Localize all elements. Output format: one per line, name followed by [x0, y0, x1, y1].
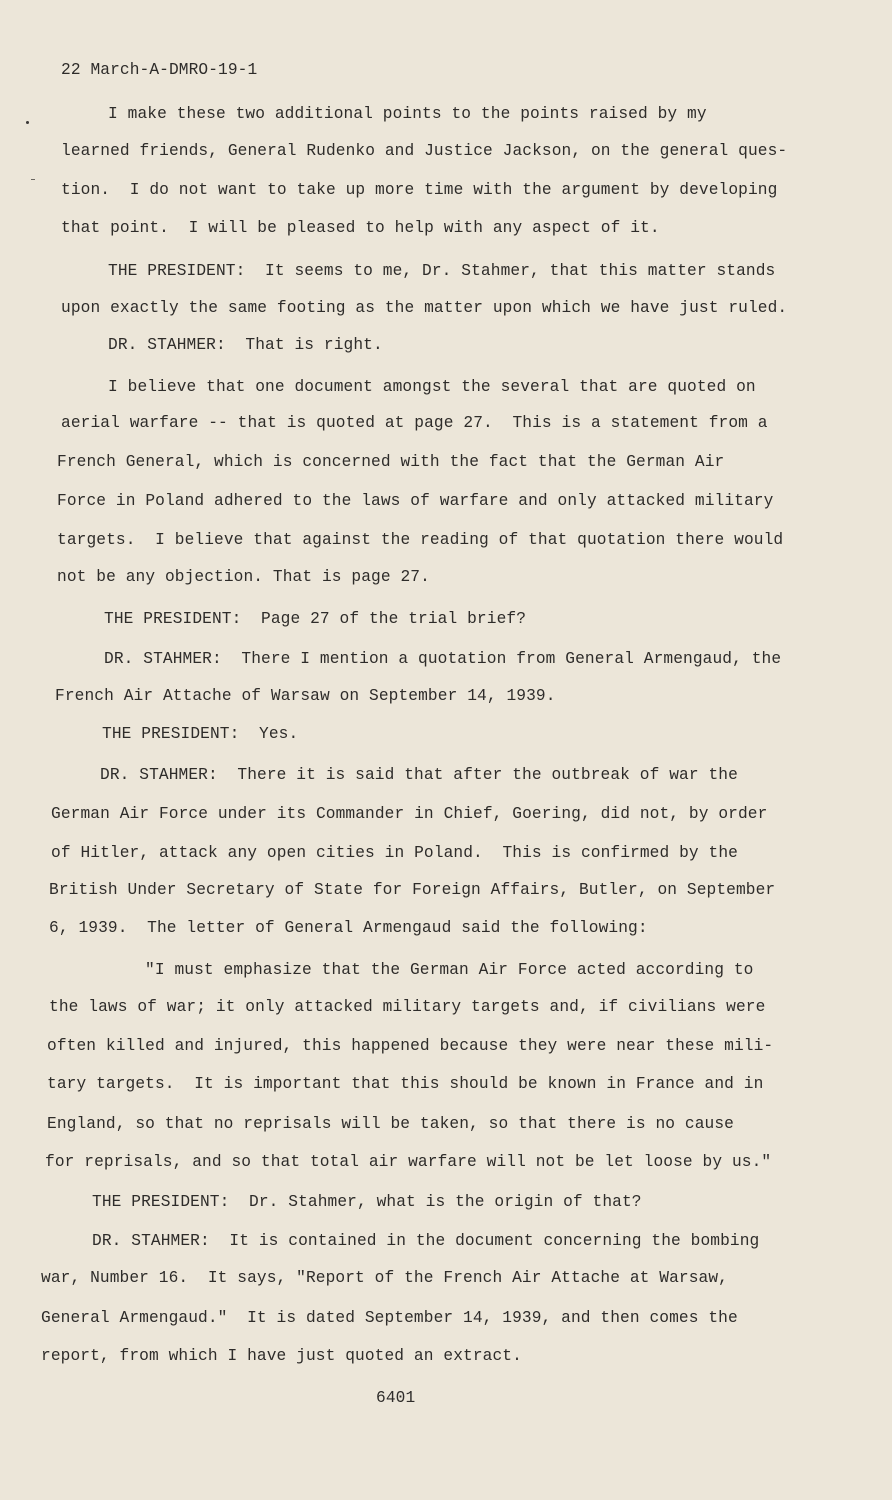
- text-line: upon exactly the same footing as the matter upon which we have just ruled.: [61, 299, 788, 317]
- speaker-line: DR. STAHMER: There I mention a quotation from General Armengaud, the: [104, 650, 782, 668]
- text-line: of Hitler, attack any open cities in Poland. This is confirmed by the: [51, 844, 738, 862]
- text-line: French General, which is concerned with the fact that the German Air: [57, 453, 725, 471]
- quotation-line: England, so that no reprisals will be taken, so that there is no cause: [47, 1115, 734, 1133]
- text-line: Force in Poland adhered to the laws of warfare and only attacked military: [57, 492, 774, 510]
- margin-mark: [26, 121, 29, 124]
- quotation-line: the laws of war; it only attacked military targets and, if civilians were: [49, 998, 766, 1016]
- speaker-line: THE PRESIDENT: Page 27 of the trial brief?: [104, 610, 527, 628]
- text-line: targets. I believe that against the reading of that quotation there would: [57, 531, 784, 549]
- text-line: 6, 1939. The letter of General Armengaud said the following:: [49, 919, 648, 937]
- text-line: report, from which I have just quoted an extract.: [41, 1347, 522, 1365]
- speaker-line: THE PRESIDENT: Yes.: [102, 725, 299, 743]
- quotation-line: often killed and injured, this happened because they were near these mili-: [47, 1037, 774, 1055]
- quotation-line: tary targets. It is important that this should be known in France and in: [47, 1075, 764, 1093]
- text-line: war, Number 16. It says, "Report of the French Air Attache at Warsaw,: [41, 1269, 728, 1287]
- speaker-line: DR. STAHMER: That is right.: [108, 336, 383, 354]
- text-line: General Armengaud." It is dated September 14, 1939, and then comes the: [41, 1309, 738, 1327]
- text-line: German Air Force under its Commander in Chief, Goering, did not, by order: [51, 805, 768, 823]
- text-line: that point. I will be pleased to help with any aspect of it.: [61, 219, 660, 237]
- speaker-line: DR. STAHMER: There it is said that after the outbreak of war the: [100, 766, 738, 784]
- text-line: British Under Secretary of State for Foreign Affairs, Butler, on September: [49, 881, 776, 899]
- speaker-line: THE PRESIDENT: It seems to me, Dr. Stahmer, that this matter stands: [108, 262, 776, 280]
- text-line: I make these two additional points to the points raised by my: [108, 105, 707, 123]
- text-line: learned friends, General Rudenko and Justice Jackson, on the general ques-: [61, 142, 788, 160]
- margin-mark: [31, 179, 35, 180]
- text-line: French Air Attache of Warsaw on September 14, 1939.: [55, 687, 556, 705]
- text-line: I believe that one document amongst the several that are quoted on: [108, 378, 756, 396]
- quotation-line: "I must emphasize that the German Air Force acted according to: [145, 961, 754, 979]
- text-line: not be any objection. That is page 27.: [57, 568, 430, 586]
- quotation-line: for reprisals, and so that total air warfare will not be let loose by us.": [45, 1153, 772, 1171]
- speaker-line: DR. STAHMER: It is contained in the document concerning the bombing: [92, 1232, 760, 1250]
- text-line: tion. I do not want to take up more time with the argument by developing: [61, 181, 778, 199]
- speaker-line: THE PRESIDENT: Dr. Stahmer, what is the origin of that?: [92, 1193, 642, 1211]
- document-reference: 22 March-A-DMRO-19-1: [61, 61, 258, 79]
- page-number: 6401: [376, 1389, 416, 1407]
- text-line: aerial warfare -- that is quoted at page 27. This is a statement from a: [61, 414, 768, 432]
